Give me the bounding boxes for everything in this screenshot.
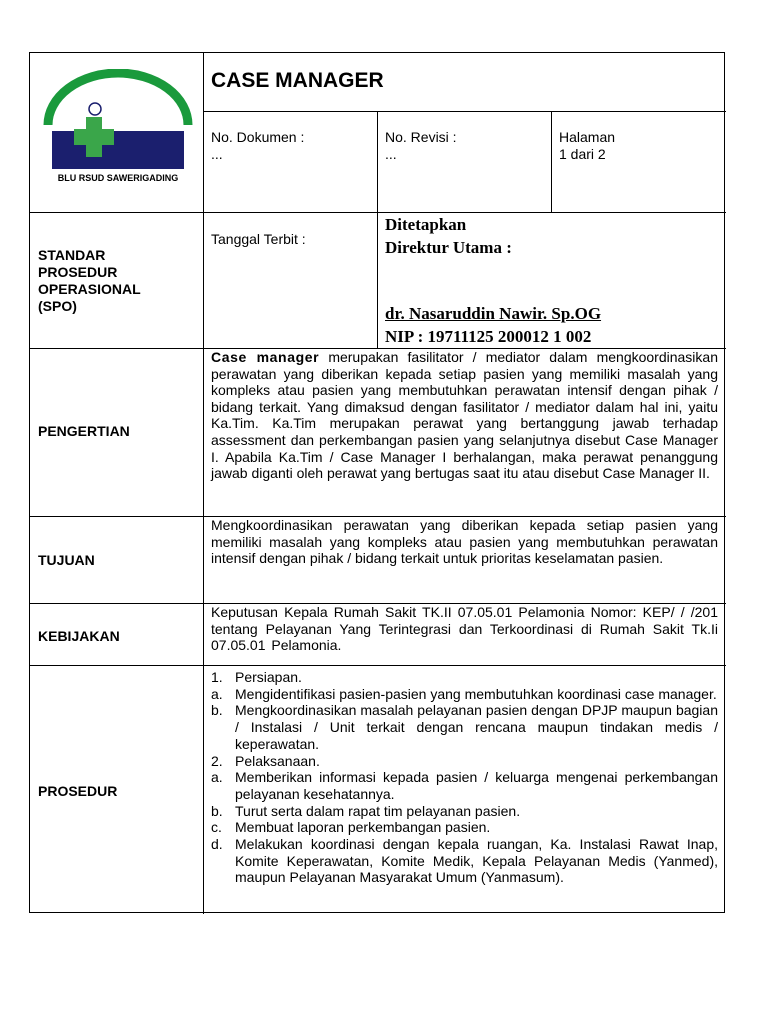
prosedur-item	[211, 753, 718, 770]
column-divider	[551, 111, 552, 212]
signer-name: dr. Nasaruddin Nawir. Sp.OG	[385, 304, 602, 323]
no-revisi-value: ...	[385, 146, 397, 162]
tujuan-text: Mengkoordinasikan perawatan yang diberikan kepada setiap pasien yang memiliki masalah yang kompleks atau pasien yang membutuhkan perawatan intensif dengan pihak / bidang terkait untuk prioritas keselamatan pasien.	[211, 517, 718, 567]
column-divider	[203, 53, 204, 914]
no-revisi-label: No. Revisi :	[385, 129, 457, 145]
row-divider	[203, 111, 726, 112]
prosedur-item-marker: a.	[211, 685, 223, 702]
prosedur-item	[211, 702, 718, 752]
halaman-value: 1 dari 2	[559, 146, 606, 162]
prosedur-item-text: Turut serta dalam rapat tim pelayanan pasien.	[235, 802, 521, 819]
prosedur-item-text: Memberikan informasi kepada pasien / keluarga mengenai perkembangan pelayanan kesehatannya.	[235, 769, 718, 802]
direktur-text: Direktur Utama :	[385, 238, 512, 257]
tanggal-terbit-label: Tanggal Terbit :	[211, 231, 306, 247]
no-dokumen-label: No. Dokumen :	[211, 129, 305, 145]
column-divider	[377, 212, 378, 348]
pengertian-text	[211, 349, 718, 482]
signer-nip: NIP : 19711125 200012 1 002	[385, 327, 592, 346]
page-title: CASE MANAGER	[211, 69, 384, 92]
pengertian-body: merupakan fasilitator / mediator dalam mengkoordinasikan perawatan yang diberikan kepada setiap pasien yang memiliki masalah yang kompleks atau pasien yang membutuhkan perawatan intensif dengan pihak / bidang terkait. Yang dimaksud dengan fasilitator / mediator dalam hal ini, yaitu Ka.Tim. Ka.Tim merupakan perawat yang bertanggung jawab terhadap assessment dan perkembangan pasien yang selanjutnya disebut Case Manager I. Apabila Ka.Tim / Case Manager I berhalangan, maka perawat penanggung jawab diganti oleh perawat yang bertugas saat itu atau disebut Case Manager II.	[211, 349, 718, 482]
logo-text: BLU RSUD SAWERIGADING	[57, 173, 179, 183]
prosedur-list	[211, 669, 718, 886]
prosedur-item	[211, 819, 718, 836]
prosedur-item-marker: b.	[211, 702, 223, 719]
prosedur-item	[211, 769, 718, 802]
pengertian-label: PENGERTIAN	[38, 423, 130, 439]
prosedur-item-text: Membuat laporan perkembangan pasien.	[235, 819, 491, 836]
prosedur-item-text: Mengkoordinasikan masalah pelayanan pasien dengan DPJP maupun bagian / Instalasi / Unit terkait dengan rencana maupun tindakan medis / keperawatan.	[235, 702, 718, 752]
prosedur-item	[211, 803, 718, 820]
halaman-label: Halaman	[559, 129, 616, 145]
prosedur-item	[211, 669, 718, 686]
prosedur-item-text: Mengidentifikasi pasien-pasien yang membutuhkan koordinasi case manager.	[235, 685, 717, 702]
prosedur-item	[211, 686, 718, 703]
spo-label: STANDAR PROSEDUR OPERASIONAL (SPO)	[38, 247, 141, 314]
logo-emblem-icon	[38, 69, 198, 184]
prosedur-item-marker: c.	[211, 819, 222, 836]
prosedur-item-text: Melakukan koordinasi dengan kepala ruangan, Ka. Instalasi Rawat Inap, Komite Keperawatan, Komite Medik, Kepala Pelayanan Medis (Yanmed), maupun Pelayanan Masyarakat Umum (Yanmasum).	[235, 836, 718, 886]
prosedur-item-marker: a.	[211, 769, 223, 786]
row-divider	[30, 665, 726, 666]
kebijakan-text: Keputusan Kepala Rumah Sakit TK.II 07.05.01 Pelamonia Nomor: KEP/ / /201 tentang Pelayanan Yang Terintegrasi dan Terkoordinasi di Rumah Sakit Tk.Ii 07.05.01 Pelamonia.	[211, 604, 718, 654]
prosedur-item-marker: d.	[211, 836, 223, 853]
prosedur-item-text: Persiapan.	[235, 669, 302, 685]
prosedur-label: PROSEDUR	[38, 783, 118, 799]
tujuan-label: TUJUAN	[38, 552, 95, 568]
prosedur-item	[211, 836, 718, 886]
spo-document	[29, 52, 725, 913]
kebijakan-label: KEBIJAKAN	[38, 628, 120, 644]
prosedur-item-text: Pelaksanaan.	[235, 752, 320, 769]
column-divider	[377, 111, 378, 212]
prosedur-item-marker: b.	[211, 802, 223, 819]
hospital-logo	[38, 69, 198, 184]
prosedur-item-marker: 2.	[211, 752, 223, 769]
row-divider	[30, 212, 726, 213]
no-dokumen-value: ...	[211, 146, 223, 162]
ditetapkan-text: Ditetapkan	[385, 215, 467, 234]
prosedur-item-marker: 1.	[211, 669, 223, 685]
pengertian-lead: Case manager	[211, 349, 320, 365]
